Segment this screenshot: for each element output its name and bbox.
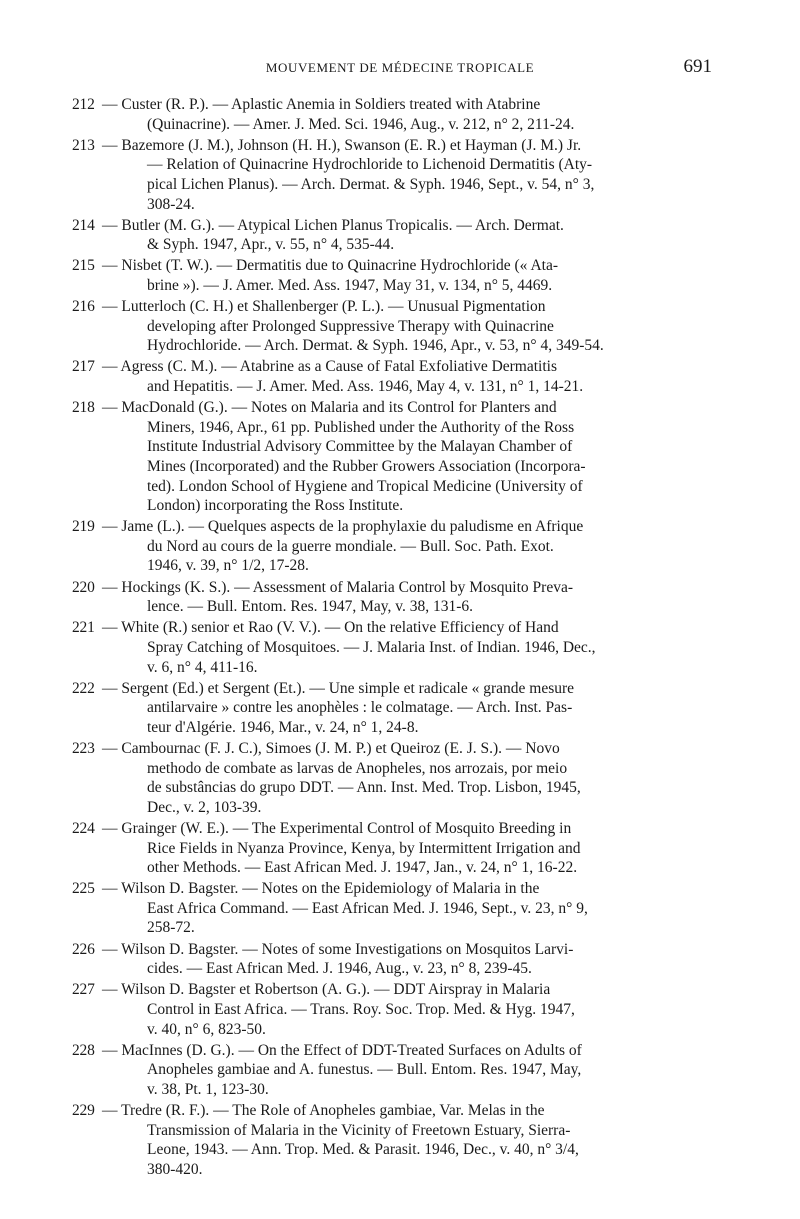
bibliography-entry [0, 297, 800, 356]
entry-line: — Hockings (K. S.). — Assessment of Malaria Control by Mosquito Preva- [102, 578, 573, 596]
entry-line: — Cambournac (F. J. C.), Simoes (J. M. P.) et Queiroz (E. J. S.). — Novo [102, 740, 560, 758]
bibliography-entry [0, 1041, 800, 1100]
entry-line: teur d'Algérie. 1946, Mar., v. 24, n° 1, 24-8. [147, 718, 419, 736]
entry-number: 225 [72, 880, 95, 898]
entry-text [0, 819, 800, 878]
entry-number: 218 [72, 399, 95, 417]
entry-number: 228 [72, 1041, 95, 1059]
entry-text [0, 357, 800, 396]
entry-line: and Hepatitis. — J. Amer. Med. Ass. 1946, May 4, v. 131, n° 1, 14-21. [147, 378, 584, 396]
entry-line: du Nord au cours de la guerre mondiale. — Bull. Soc. Path. Exot. [147, 537, 554, 555]
entry-text [0, 940, 800, 979]
entry-line: Mines (Incorporated) and the Rubber Growers Association (Incorpora- [147, 457, 586, 475]
entry-text [0, 136, 800, 214]
entry-text [0, 679, 800, 738]
entry-line: Institute Industrial Advisory Committee by the Malayan Chamber of [147, 438, 573, 456]
entry-line: Anopheles gambiae and A. funestus. — Bull. Entom. Res. 1947, May, [147, 1061, 582, 1079]
bibliography-entry [0, 517, 800, 576]
bibliography-entry [0, 679, 800, 738]
entry-line: — Wilson D. Bagster. — Notes of some Investigations on Mosquitos Larvi- [102, 940, 574, 958]
entry-line: — Lutterloch (C. H.) et Shallenberger (P. L.). — Unusual Pigmentation [102, 298, 546, 316]
entry-number: 213 [72, 136, 95, 154]
bibliography-entry [0, 940, 800, 979]
running-title: MOUVEMENT DE MÉDECINE TROPICALE [265, 60, 535, 75]
bibliography-entry [0, 879, 800, 938]
entry-text [0, 297, 800, 356]
entry-line: — Relation of Quinacrine Hydrochloride to Lichenoid Dermatitis (Aty- [147, 156, 593, 174]
entry-line: — Grainger (W. E.). — The Experimental Control of Mosquito Breeding in [102, 819, 572, 837]
entry-line: Hydrochloride. — Arch. Dermat. & Syph. 1946, Apr., v. 53, n° 4, 349-54. [147, 337, 604, 355]
entry-text [0, 618, 800, 677]
entry-text [0, 1041, 800, 1100]
entry-line: (Quinacrine). — Amer. J. Med. Sci. 1946, Aug., v. 212, n° 2, 211-24. [147, 115, 575, 133]
entry-text [0, 879, 800, 938]
bibliography-entry [0, 819, 800, 878]
entry-line: 1946, v. 39, n° 1/2, 17-28. [147, 557, 309, 575]
entry-text [0, 739, 800, 817]
entry-line: East Africa Command. — East African Med. J. 1946, Sept., v. 23, n° 9, [147, 899, 588, 917]
entry-number: 214 [72, 216, 95, 234]
entry-line: methodo de combate as larvas de Anopheles, nos arrozais, por meio [147, 759, 568, 777]
entry-line: — Wilson D. Bagster et Robertson (A. G.). — DDT Airspray in Malaria [102, 981, 551, 999]
bibliography-entry [0, 357, 800, 396]
bibliography-list [0, 95, 800, 1181]
entry-line: — Tredre (R. F.). — The Role of Anopheles gambiae, Var. Melas in the [102, 1101, 545, 1119]
bibliography-entry [0, 739, 800, 817]
entry-number: 212 [72, 96, 95, 113]
entry-number: 216 [72, 298, 95, 316]
entry-line: other Methods. — East African Med. J. 1947, Jan., v. 24, n° 1, 16-22. [147, 859, 578, 877]
entry-text [0, 216, 800, 255]
entry-line: — Wilson D. Bagster. — Notes on the Epidemiology of Malaria in the [102, 880, 540, 898]
entry-line: Leone, 1943. — Ann. Trop. Med. & Parasit. 1946, Dec., v. 40, n° 3/4, [147, 1141, 579, 1159]
entry-line: — MacInnes (D. G.). — On the Effect of DDT-Treated Surfaces on Adults of [102, 1041, 582, 1059]
entry-line: Transmission of Malaria in the Vicinity of Freetown Estuary, Sierra- [147, 1121, 571, 1139]
entry-line: lence. — Bull. Entom. Res. 1947, May, v. 38, 131-6. [147, 598, 474, 616]
entry-line: 258-72. [147, 919, 195, 937]
entry-line: Spray Catching of Mosquitoes. — J. Malaria Inst. of Indian. 1946, Dec., [147, 638, 596, 656]
bibliography-entry [0, 256, 800, 295]
entry-line: v. 38, Pt. 1, 123-30. [147, 1080, 269, 1098]
entry-line: developing after Prolonged Suppressive Therapy with Quinacrine [147, 317, 554, 335]
entry-line: Miners, 1946, Apr., 61 pp. Published under the Authority of the Ross [147, 418, 575, 436]
entry-number: 229 [72, 1101, 95, 1119]
entry-line: — White (R.) senior et Rao (V. V.). — On the relative Efficiency of Hand [102, 619, 559, 637]
entry-number: 224 [72, 819, 95, 837]
entry-number: 221 [72, 619, 95, 637]
entry-number: 215 [72, 257, 95, 275]
entry-line: Dec., v. 2, 103-39. [147, 798, 262, 816]
entry-line: — MacDonald (G.). — Notes on Malaria and its Control for Planters and [102, 399, 557, 417]
entry-text [0, 95, 800, 134]
entry-number: 217 [72, 358, 95, 376]
bibliography-entry [0, 95, 800, 134]
bibliography-entry [0, 398, 800, 516]
entry-line: 380-420. [147, 1160, 203, 1178]
entry-line: cides. — East African Med. J. 1946, Aug., v. 23, n° 8, 239-45. [147, 960, 532, 978]
entry-line: de substâncias do grupo DDT. — Ann. Inst. Med. Trop. Lisbon, 1945, [147, 779, 581, 797]
entry-line: Control in East Africa. — Trans. Roy. Soc. Trop. Med. & Hyg. 1947, [147, 1000, 575, 1018]
entry-text [0, 1101, 800, 1179]
entry-number: 223 [72, 740, 95, 758]
bibliography-entry [0, 980, 800, 1039]
entry-number: 226 [72, 940, 95, 958]
bibliography-entry [0, 136, 800, 214]
entry-line: — Agress (C. M.). — Atabrine as a Cause of Fatal Exfoliative Dermatitis [102, 358, 558, 376]
entry-line: — Sergent (Ed.) et Sergent (Et.). — Une simple et radicale « grande mesure [102, 679, 575, 697]
entry-line: London) incorporating the Ross Institute. [147, 497, 404, 515]
entry-text [0, 256, 800, 295]
entry-line: v. 40, n° 6, 823-50. [147, 1020, 266, 1038]
entry-line: Rice Fields in Nyanza Province, Kenya, by Intermittent Irrigation and [147, 839, 581, 857]
entry-number: 219 [72, 518, 95, 536]
bibliography-entry [0, 578, 800, 617]
entry-line: pical Lichen Planus). — Arch. Dermat. & Syph. 1946, Sept., v. 54, n° 3, [147, 175, 595, 193]
entry-text [0, 578, 800, 617]
entry-line: 308-24. [147, 195, 195, 213]
entry-line: ted). London School of Hygiene and Tropical Medicine (University of [147, 477, 583, 495]
entry-line: v. 6, n° 4, 411-16. [147, 658, 258, 676]
entry-text [0, 398, 800, 516]
entry-text [0, 517, 800, 576]
entry-line: — Custer (R. P.). — Aplastic Anemia in Soldiers treated with Atabrine [102, 96, 541, 113]
bibliography-entry [0, 618, 800, 677]
entry-number: 220 [72, 578, 95, 596]
bibliography-entry [0, 1101, 800, 1179]
page-header [0, 56, 800, 80]
entry-line: — Jame (L.). — Quelques aspects de la prophylaxie du paludisme en Afrique [102, 518, 584, 536]
bibliography-entry [0, 216, 800, 255]
entry-line: — Bazemore (J. M.), Johnson (H. H.), Swanson (E. R.) et Hayman (J. M.) Jr. [102, 136, 582, 154]
entry-line: antilarvaire » contre les anophèles : le colmatage. — Arch. Inst. Pas- [147, 699, 573, 717]
entry-number: 222 [72, 679, 95, 697]
entry-number: 227 [72, 981, 95, 999]
entry-line: — Nisbet (T. W.). — Dermatitis due to Quinacrine Hydrochloride (« Ata- [102, 257, 558, 275]
page-number: 691 [683, 56, 712, 77]
entry-text [0, 980, 800, 1039]
entry-line: & Syph. 1947, Apr., v. 55, n° 4, 535-44. [147, 236, 395, 254]
entry-line: — Butler (M. G.). — Atypical Lichen Planus Tropicalis. — Arch. Dermat. [102, 216, 564, 234]
entry-line: brine »). — J. Amer. Med. Ass. 1947, May 31, v. 134, n° 5, 4469. [147, 276, 553, 294]
